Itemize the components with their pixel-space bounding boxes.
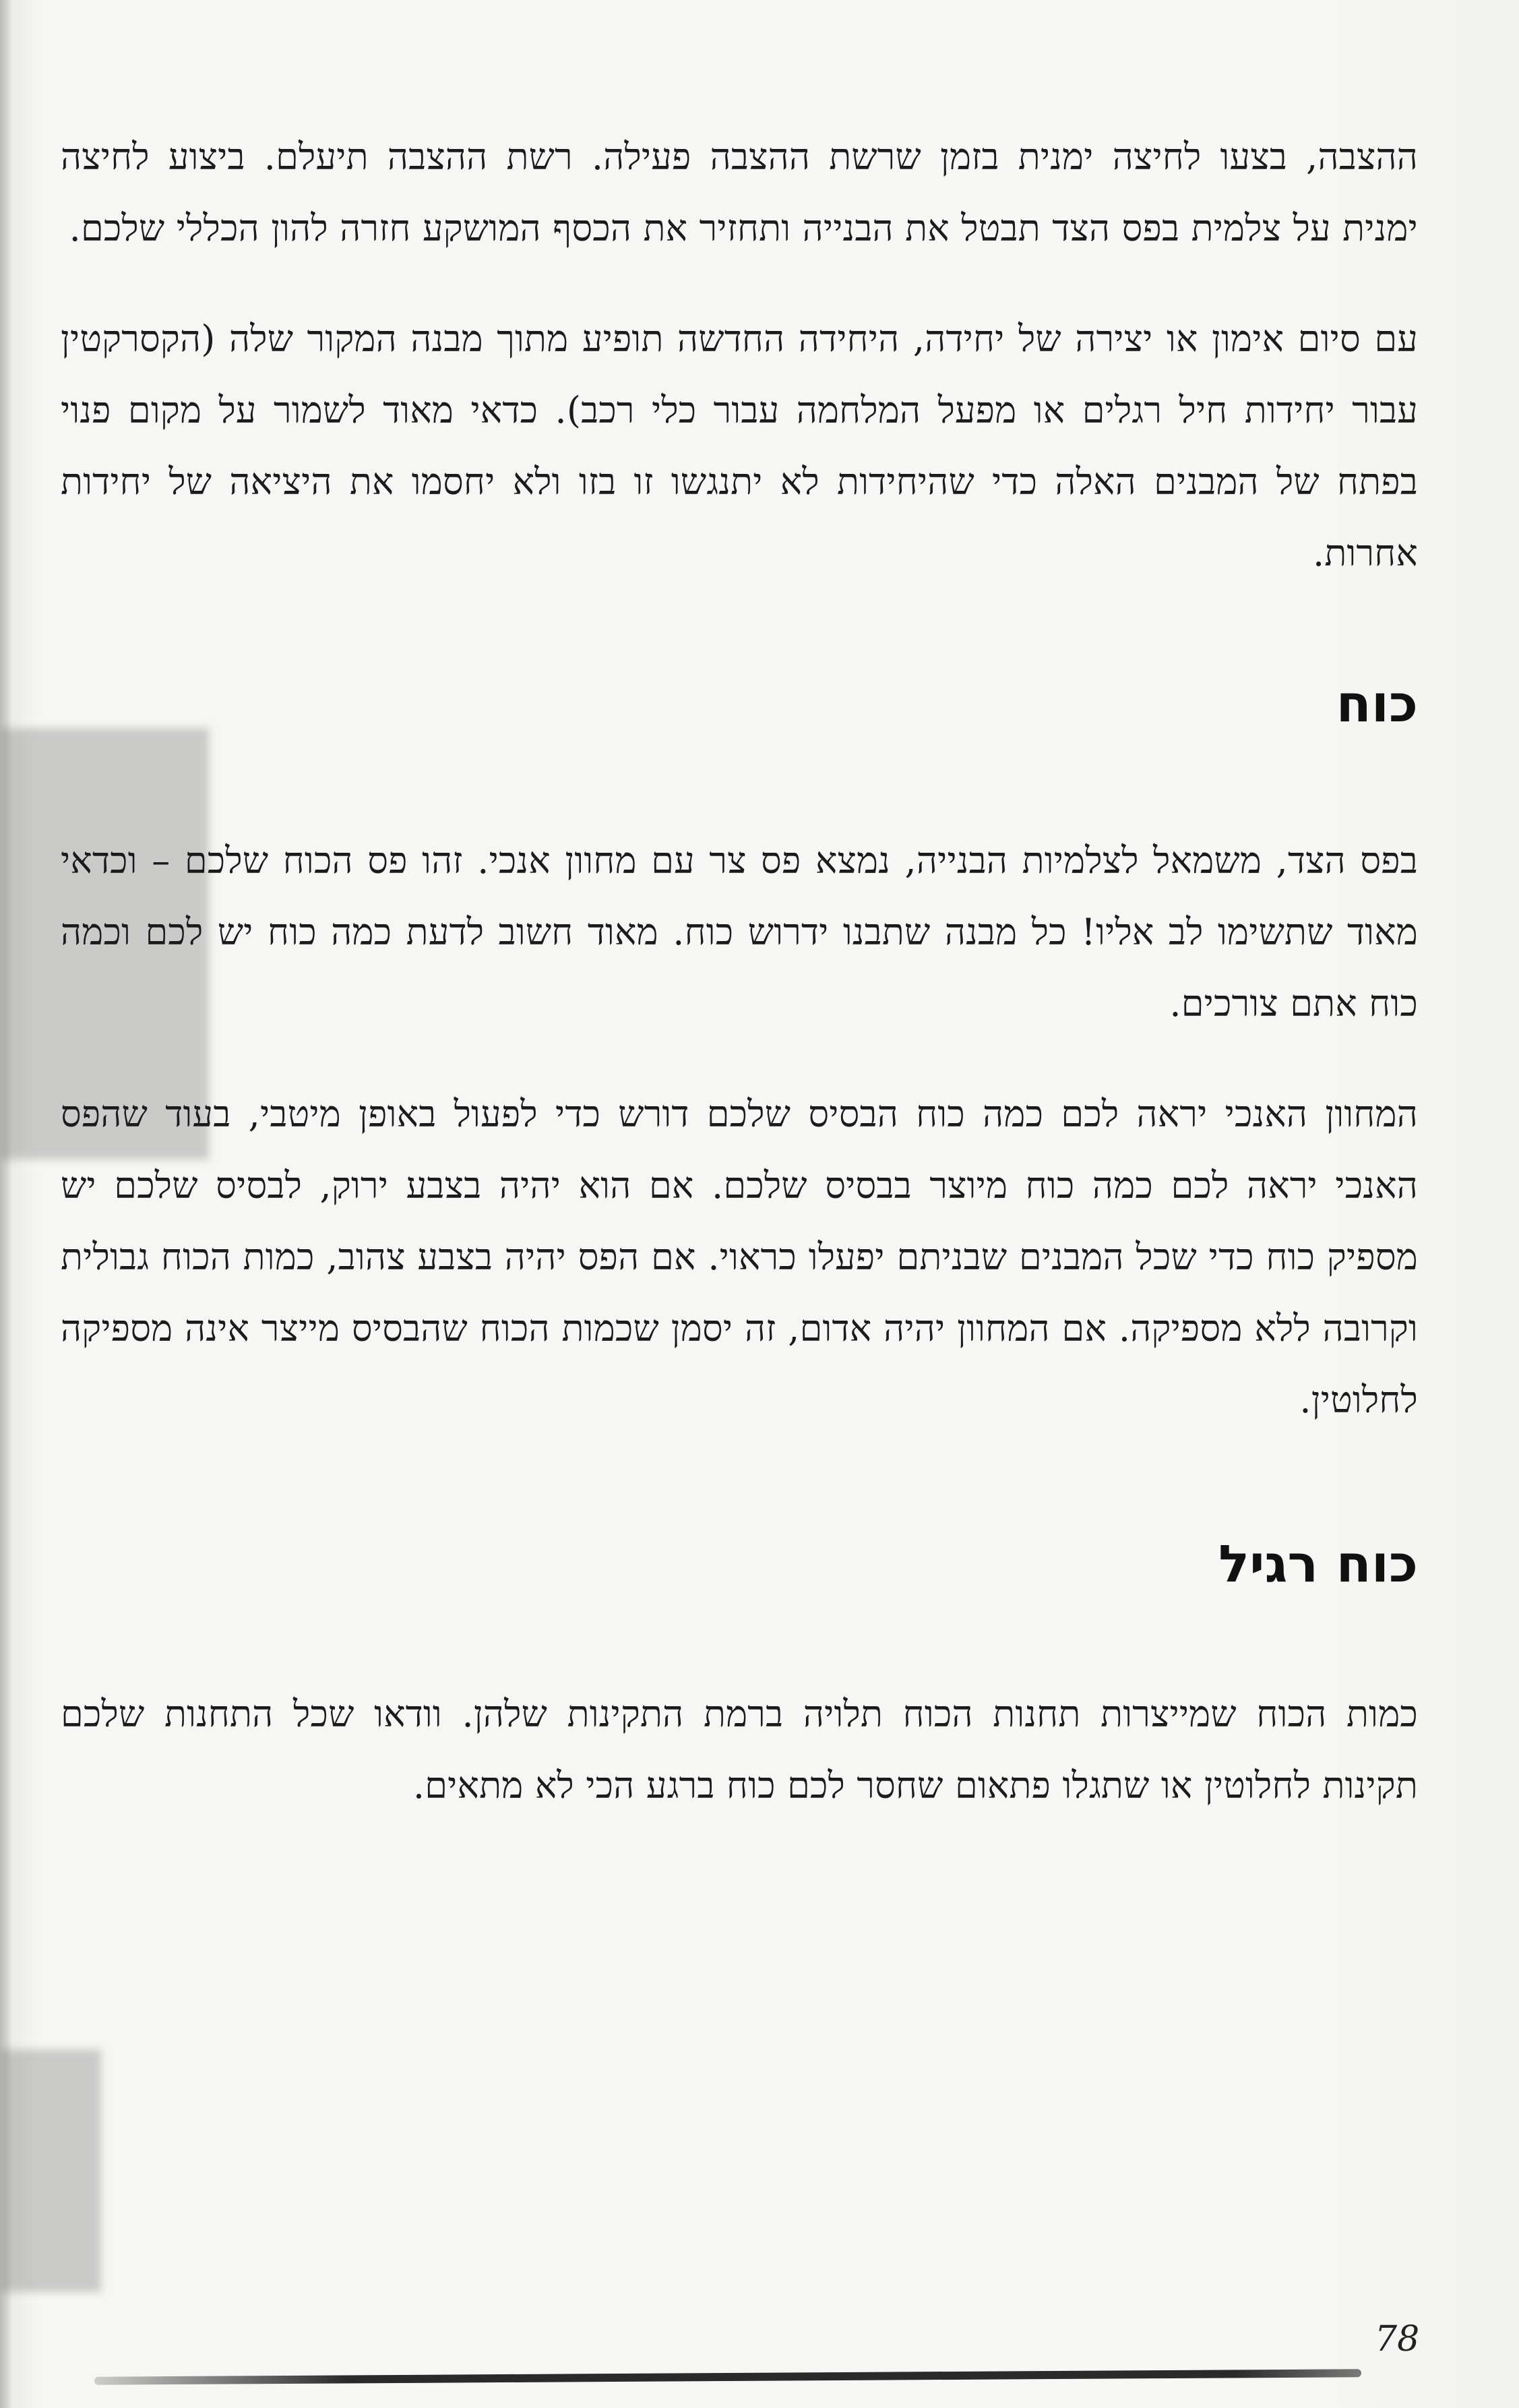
scan-shadow <box>0 2049 101 2292</box>
bottom-rule <box>94 2369 1361 2384</box>
paragraph-power-indicator: המחוון האנכי יראה לכם כמה כוח הבסיס שלכם דורש כדי לפעול באופן מיטבי, בעוד שהפס האנכי יראה לכם כמה כוח מיוצר בבסיס שלכם. אם הוא יהיה בצבע ירוק, לבסיס שלכם יש מספיק כוח כדי שכל המבנים שבניתם יפעלו כראוי. אם הפס יהיה בצבע צהוב, כמות הכוח גבולית וקרובה ללא מספיקה. אם המחוון יהיה אדום, זה יסמן שכמות הכוח שהבסיס מייצר אינה מספיקה לחלוטין. <box>61 1093 1418 1421</box>
page-number: 78 <box>1375 2319 1420 2359</box>
paragraph-unit-spawn: עם סיום אימון או יצירה של יחידה, היחידה החדשה תופיע מתוך מבנה המקור שלה (הקסרקטין עבור יחידות חיל רגלים או מפעל המלחמה עבור כלי רכב). כדאי מאוד לשמור על מקום פנוי בפתח של המבנים האלה כדי שהיחידות לא יתנגשו זו בזו ולא יחסמו את היציאה של יחידות אחרות. <box>61 318 1418 574</box>
section-heading-regular-power: כוח רגיל <box>1218 1534 1418 1594</box>
page-binding-edge <box>0 0 12 2408</box>
paragraph-power-plants: כמות הכוח שמייצרות תחנות הכוח תלויה ברמת התקינות שלהן. וודאו שכל התחנות שלכם תקינות לחלוטין או שתגלו פתאום שחסר לכם כוח ברגע הכי לא מתאים. <box>61 1693 1418 1807</box>
paragraph-power-bar: בפס הצד, משמאל לצלמיות הבנייה, נמצא פס צר עם מחוון אנכי. זהו פס הכוח שלכם – וכדאי מאוד שתשימו לב אליו! כל מבנה שתבנו ידרוש כוח. מאוד חשוב לדעת כמה כוח יש לכם וכמה כוח אתם צורכים. <box>61 839 1418 1025</box>
section-heading-power: כוח <box>1336 673 1418 733</box>
page-content <box>61 121 1418 1861</box>
paragraph-placement-cancel: ההצבה, בצעו לחיצה ימנית בזמן שרשת ההצבה פעילה. רשת ההצבה תיעלם. ביצוע לחיצה ימנית על צלמית בפס הצד תבטל את הבנייה ותחזיר את הכסף המושקע חזרה להון הכללי שלכם. <box>61 136 1418 249</box>
